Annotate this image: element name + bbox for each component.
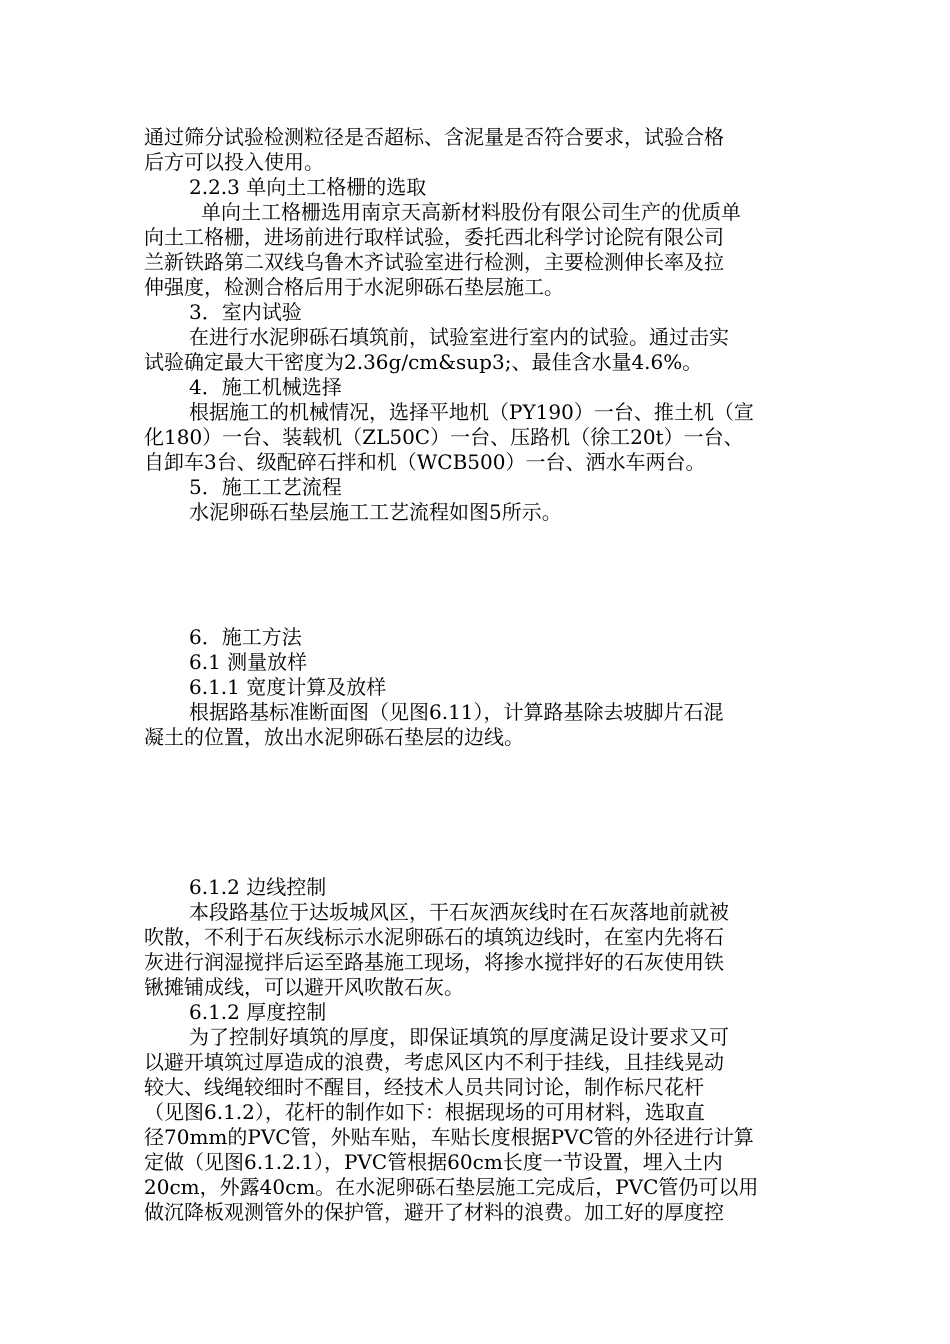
section-heading: 4．施工机械选择 — [189, 375, 342, 399]
body-text-line: 后方可以投入使用。 — [144, 150, 324, 174]
body-text-line: 灰进行润湿搅拌后运至路基施工现场，将掺水搅拌好的石灰使用铁 — [144, 950, 724, 974]
section-heading: 5．施工工艺流程 — [189, 475, 342, 499]
section-heading: 3．室内试验 — [189, 300, 302, 324]
section-heading: 6.1.2 厚度控制 — [189, 1000, 327, 1024]
body-text-line: 本段路基位于达坂城风区，干石灰洒灰线时在石灰落地前就被 — [189, 900, 729, 924]
body-text-line: 径70mm的PVC管，外贴车贴，车贴长度根据PVC管的外径进行计算 — [144, 1125, 754, 1149]
section-heading: 6.1.1 宽度计算及放样 — [189, 675, 387, 699]
body-text-line: 以避开填筑过厚造成的浪费，考虑风区内不利于挂线，且挂线晃动 — [144, 1050, 724, 1074]
body-text-line: 20cm，外露40cm。在水泥卵砾石垫层施工完成后，PVC管仍可以用 — [144, 1175, 759, 1199]
body-text-line: 伸强度，检测合格后用于水泥卵砾石垫层施工。 — [144, 275, 564, 299]
body-text-line: 水泥卵砾石垫层施工工艺流程如图5所示。 — [189, 500, 562, 524]
section-heading: 2.2.3 单向土工格栅的选取 — [189, 175, 427, 199]
body-text-line: 定做（见图6.1.2.1），PVC管根据60cm长度一节设置，埋入土内 — [144, 1150, 723, 1174]
body-text-line: 在进行水泥卵砾石填筑前，试验室进行室内的试验。通过击实 — [189, 325, 729, 349]
body-text-line: 吹散，不利于石灰线标示水泥卵砾石的填筑边线时，在室内先将石 — [144, 925, 724, 949]
body-text-line: 化180）一台、装载机（ZL50C）一台、压路机（徐工20t）一台、 — [144, 425, 744, 449]
body-text-line: 锹摊铺成线，可以避开风吹散石灰。 — [144, 975, 464, 999]
body-text-line: 单向土工格栅选用南京天高新材料股份有限公司生产的优质单 — [201, 200, 741, 224]
section-heading: 6.1 测量放样 — [189, 650, 308, 674]
body-text-line: 试验确定最大干密度为2.36g/cm&sup3;、最佳含水量4.6%。 — [144, 350, 703, 374]
body-text-line: 自卸车3台、级配碎石拌和机（WCB500）一台、洒水车两台。 — [144, 450, 706, 474]
body-text-line: 根据路基标准断面图（见图6.11），计算路基除去坡脚片石混 — [189, 700, 724, 724]
body-text-line: 凝土的位置，放出水泥卵砾石垫层的边线。 — [144, 725, 524, 749]
section-heading: 6.1.2 边线控制 — [189, 875, 327, 899]
body-text-line: 做沉降板观测管外的保护管，避开了材料的浪费。加工好的厚度控 — [144, 1200, 724, 1224]
body-text-line: 较大、线绳较细时不醒目，经技术人员共同讨论，制作标尺花杆 — [144, 1075, 704, 1099]
body-text-line: 为了控制好填筑的厚度，即保证填筑的厚度满足设计要求又可 — [189, 1025, 729, 1049]
body-text-line: 通过筛分试验检测粒径是否超标、含泥量是否符合要求，试验合格 — [144, 125, 724, 149]
section-heading: 6．施工方法 — [189, 625, 302, 649]
body-text-line: 向土工格栅，进场前进行取样试验，委托西北科学讨论院有限公司 — [144, 225, 724, 249]
body-text-line: 兰新铁路第二双线乌鲁木齐试验室进行检测，主要检测伸长率及拉 — [144, 250, 724, 274]
body-text-line: （见图6.1.2），花杆的制作如下：根据现场的可用材料，选取直 — [144, 1100, 705, 1124]
body-text-line: 根据施工的机械情况，选择平地机（PY190）一台、推土机（宣 — [189, 400, 754, 424]
